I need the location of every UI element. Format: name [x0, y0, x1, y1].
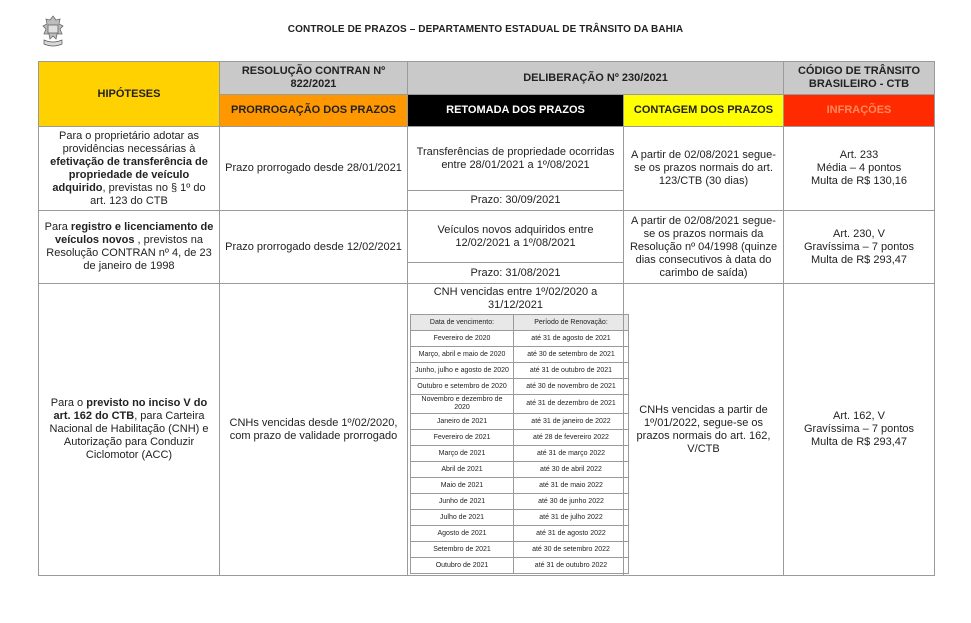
renovation-periodo: até 31 de agosto 2022	[514, 526, 629, 542]
renovation-row	[411, 446, 629, 462]
renovation-vencimento: Agosto de 2021	[411, 526, 514, 542]
renovation-row	[411, 347, 629, 363]
row3-hipotese: Para o previsto no inciso V do art. 162 do CTB, para Carteira Nacional de Habilitação (CNH) e Autorização para Conduzir Ciclomotor (ACC)	[39, 284, 220, 576]
row3-contagem: CNHs vencidas a partir de 1º/01/2022, segue-se os prazos normais do art. 162, V/CTB	[624, 284, 784, 576]
renovation-vencimento: Março, abril e maio de 2020	[411, 347, 514, 363]
row1-infracao: Art. 233 Média – 4 pontos Multa de R$ 130,16	[784, 127, 935, 211]
renovation-periodo: até 30 de novembro de 2021	[514, 379, 629, 395]
renovation-vencimento: Fevereiro de 2021	[411, 430, 514, 446]
renovation-row	[411, 379, 629, 395]
renovation-vencimento: Abril de 2021	[411, 462, 514, 478]
header-contagem: CONTAGEM DOS PRAZOS	[624, 95, 784, 127]
renovation-periodo: até 30 de junho 2022	[514, 494, 629, 510]
header-resolucao: RESOLUÇÃO CONTRAN Nº 822/2021	[220, 62, 408, 95]
renovation-vencimento: Setembro de 2021	[411, 542, 514, 558]
header-prorrogacao: PRORROGAÇÃO DOS PRAZOS	[220, 95, 408, 127]
renovation-periodo: até 30 de setembro 2022	[514, 542, 629, 558]
row3-retomada	[408, 284, 624, 576]
renovation-periodo: até 30 de setembro de 2021	[514, 347, 629, 363]
renovation-row	[411, 395, 629, 414]
renovation-periodo: até 31 de dezembro de 2021	[514, 395, 629, 414]
renovation-row	[411, 462, 629, 478]
renovation-vencimento: Junho de 2021	[411, 494, 514, 510]
renovation-vencimento: Julho de 2021	[411, 510, 514, 526]
renovation-row	[411, 526, 629, 542]
renovation-row	[411, 331, 629, 347]
header-retomada: RETOMADA DOS PRAZOS	[408, 95, 624, 127]
header-hipoteses: HIPÓTESES	[39, 62, 220, 127]
renovation-vencimento: Fevereiro de 2020	[411, 331, 514, 347]
header-infracoes: INFRAÇÕES	[784, 95, 935, 127]
document-title: CONTROLE DE PRAZOS – DEPARTAMENTO ESTADUAL DE TRÂNSITO DA BAHIA	[287, 24, 684, 35]
renovation-vencimento: Outubro e setembro de 2020	[411, 379, 514, 395]
renovation-row	[411, 363, 629, 379]
renovation-vencimento: Junho, julho e agosto de 2020	[411, 363, 514, 379]
header-deliberacao: DELIBERAÇÃO Nº 230/2021	[408, 62, 784, 95]
renovation-header-periodo: Período de Renovação:	[514, 315, 629, 331]
renovation-periodo: até 28 de fevereiro 2022	[514, 430, 629, 446]
row1-hipotese: Para o proprietário adotar as providências necessárias à efetivação de transferência de propriedade de veículo adquirido, previstas no § 1º do art. 123 do CTB	[39, 127, 220, 211]
renovation-vencimento: Outubro de 2021	[411, 558, 514, 574]
row2-infracao: Art. 230, V Gravíssima – 7 pontos Multa de R$ 293,47	[784, 211, 935, 284]
row1-retomada: Transferências de propriedade ocorridas entre 28/01/2021 a 1º/08/2021	[408, 127, 624, 191]
renovation-row	[411, 414, 629, 430]
row2-retomada: Veículos novos adquiridos entre 12/02/2021 a 1º/08/2021	[408, 211, 624, 263]
renovation-periodo: até 31 de julho 2022	[514, 510, 629, 526]
renovation-row	[411, 430, 629, 446]
renovation-periodo: até 31 de janeiro de 2022	[514, 414, 629, 430]
renovation-table	[410, 314, 629, 574]
renovation-header-vencimento: Data de vencimento:	[411, 315, 514, 331]
renovation-periodo: até 31 de maio 2022	[514, 478, 629, 494]
deadline-control-table	[38, 61, 935, 576]
renovation-vencimento: Março de 2021	[411, 446, 514, 462]
renovation-row	[411, 494, 629, 510]
renovation-periodo: até 31 de outubro 2022	[514, 558, 629, 574]
renovation-periodo: até 31 de outubro de 2021	[514, 363, 629, 379]
renovation-row	[411, 542, 629, 558]
renovation-periodo: até 30 de abril 2022	[514, 462, 629, 478]
row2-hipotese: Para registro e licenciamento de veículos novos , previstos na Resolução CONTRAN nº 4, de 23 de janeiro de 1998	[39, 211, 220, 284]
row1-prorrogacao: Prazo prorrogado desde 28/01/2021	[220, 127, 408, 211]
row3-prorrogacao: CNHs vencidas desde 1º/02/2020, com prazo de validade prorrogado	[220, 284, 408, 576]
row2-prorrogacao: Prazo prorrogado desde 12/02/2021	[220, 211, 408, 284]
row3-infracao: Art. 162, V Gravíssima – 7 pontos Multa de R$ 293,47	[784, 284, 935, 576]
header-codigo: CÓDIGO DE TRÂNSITO BRASILEIRO - CTB	[784, 62, 935, 95]
row1-contagem: A partir de 02/08/2021 segue-se os prazos normais do art. 123/CTB (30 dias)	[624, 127, 784, 211]
renovation-periodo: até 31 de agosto de 2021	[514, 331, 629, 347]
row2-prazo: Prazo: 31/08/2021	[408, 263, 624, 284]
row2-contagem: A partir de 02/08/2021 segue-se os prazos normais da Resolução nº 04/1998 (quinze dias consecutivos à data do carimbo de saída)	[624, 211, 784, 284]
renovation-vencimento: Novembro e dezembro de 2020	[411, 395, 514, 414]
renovation-row	[411, 510, 629, 526]
row1-prazo: Prazo: 30/09/2021	[408, 191, 624, 211]
renovation-row	[411, 558, 629, 574]
renovation-vencimento: Maio de 2021	[411, 478, 514, 494]
renovation-periodo: até 31 de março 2022	[514, 446, 629, 462]
renovation-row	[411, 478, 629, 494]
row3-retomada-title: CNH vencidas entre 1º/02/2020 a 31/12/2021	[433, 286, 598, 311]
renovation-vencimento: Janeiro de 2021	[411, 414, 514, 430]
